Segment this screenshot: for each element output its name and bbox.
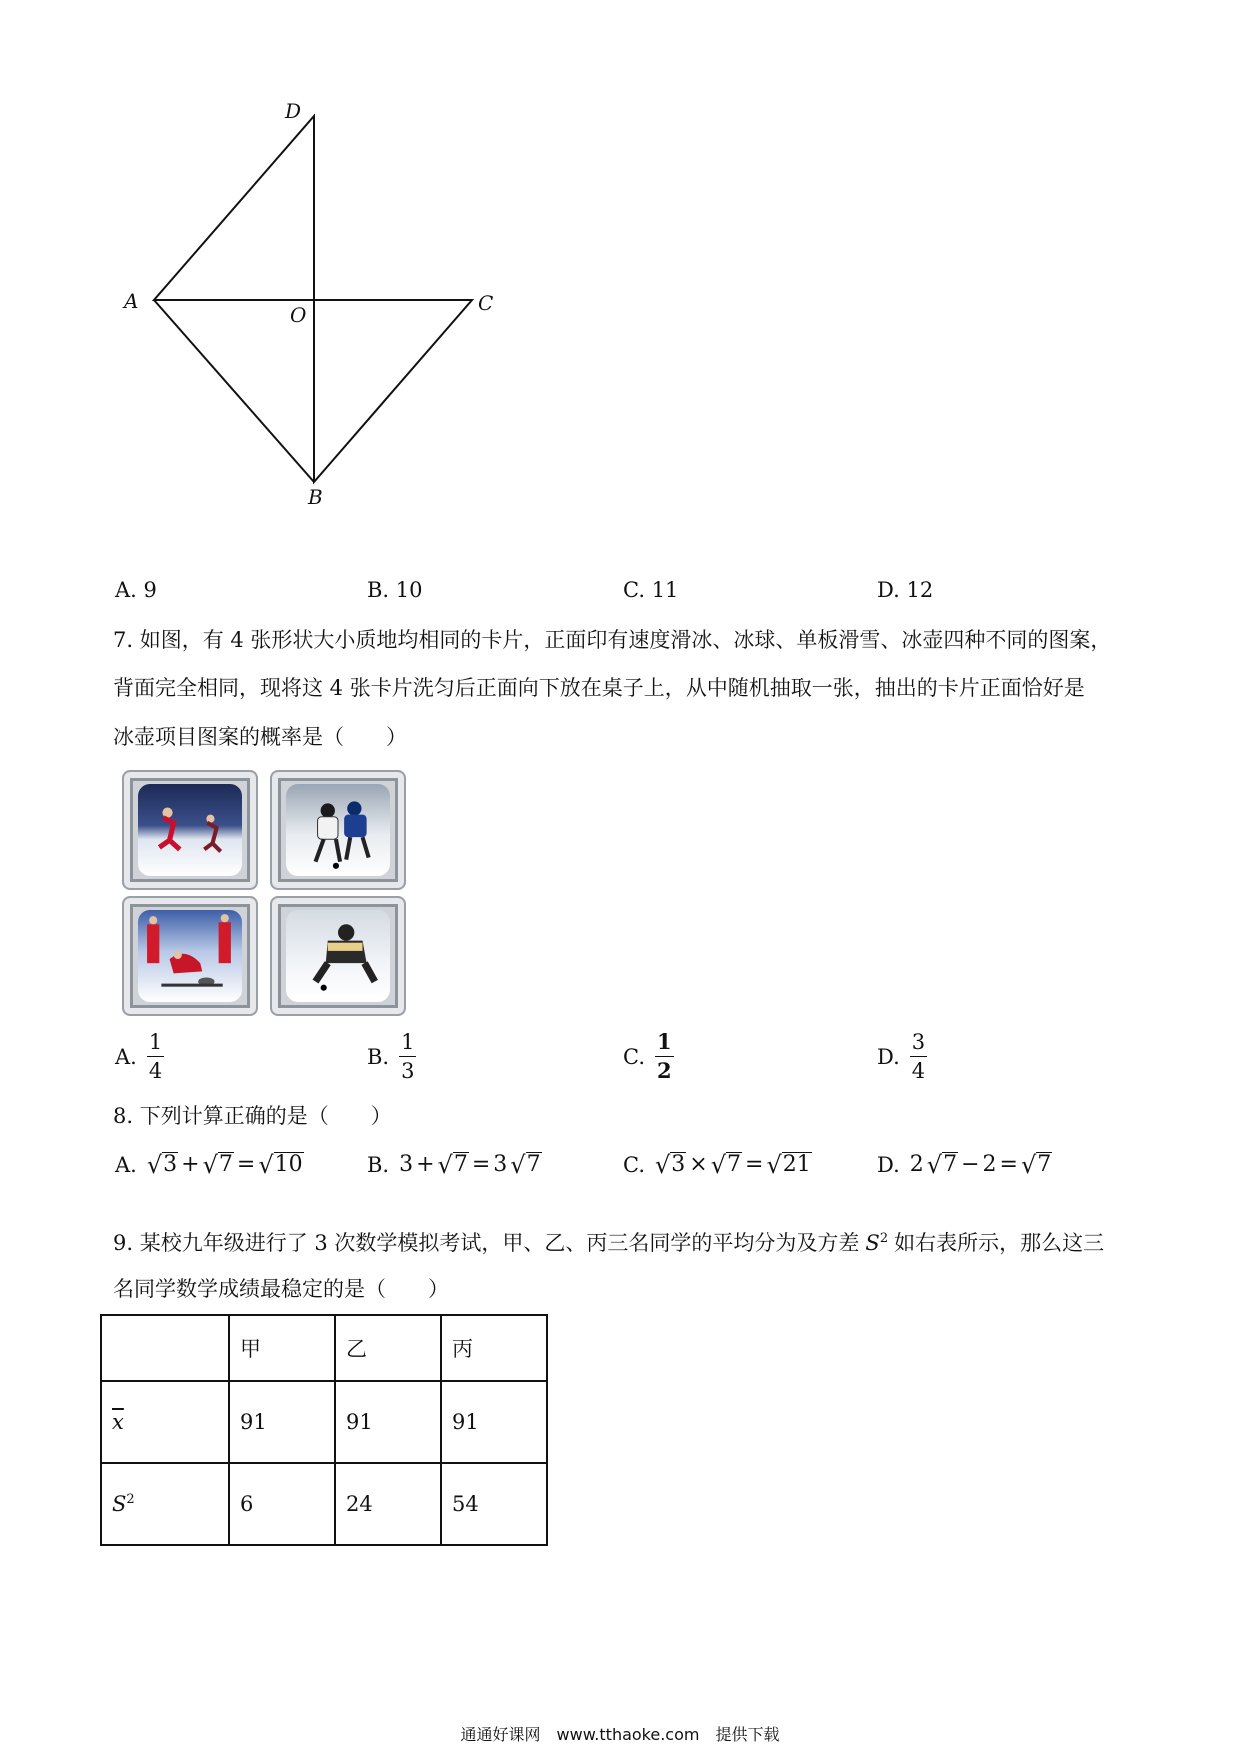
- ice-hockey-icon: [286, 784, 390, 876]
- row-label-mean: $\overline{x}$: [101, 1381, 229, 1463]
- table-cell: 24: [335, 1463, 441, 1545]
- fraction: $\frac{1}{3}$: [401, 1030, 415, 1083]
- q6-option-b[interactable]: B. 10: [367, 578, 423, 602]
- score-table: [100, 1314, 548, 1546]
- expression: 2 √ 7 − 2 = √ 7: [909, 1151, 1052, 1179]
- q7-option-c[interactable]: C. $\frac{1}{2}$: [623, 1029, 672, 1083]
- rhombus-outline-side: [154, 300, 314, 482]
- page-footer: 通通好课网 www.tthaoke.com 提供下载: [460, 1725, 780, 1744]
- q7-options: [113, 1030, 1123, 1090]
- expression: √ 3 × √ 7 = √ 21: [655, 1151, 811, 1179]
- table-header-cell: [101, 1315, 229, 1381]
- q7-stem-line3: 冰壶项目图案的概率是（ ）: [113, 725, 407, 749]
- curling-icon: [138, 910, 242, 1002]
- q7-option-a[interactable]: A. $\frac{1}{4}$: [115, 1030, 163, 1083]
- q7-option-d[interactable]: D. $\frac{3}{4}$: [877, 1030, 926, 1083]
- table-header-cell: 甲: [229, 1315, 335, 1381]
- q7-stem-line1: 7. 如图，有 4 张形状大小质地均相同的卡片，正面印有速度滑冰、冰球、单板滑雪、冰壶四种不同的图案，: [113, 628, 1112, 652]
- expression: √ 3 + √ 7 = √ 10: [146, 1151, 303, 1179]
- fraction: $\frac{1}{4}$: [148, 1030, 163, 1083]
- q9-stem-line1: 9. 某校九年级进行了 3 次数学模拟考试，甲、乙、丙三名同学的平均分为及方差 $S^2$ 如右表所示，那么这三: [113, 1231, 1105, 1255]
- q8-stem: 8. 下列计算正确的是（ ）: [113, 1104, 392, 1128]
- table-row: [101, 1381, 547, 1463]
- card-snowboarding: [270, 896, 406, 1016]
- q7-option-b[interactable]: B. $\frac{1}{3}$: [367, 1030, 415, 1083]
- q8-option-d[interactable]: D. 2 √ 7 − 2 = √ 7: [877, 1151, 1052, 1179]
- table-row: [101, 1463, 547, 1545]
- goalie-icon: [286, 910, 390, 1002]
- vertex-label-d: D: [285, 99, 302, 123]
- table-header-cell: 乙: [335, 1315, 441, 1381]
- q9-stem-line2: 名同学数学成绩最稳定的是（ ）: [113, 1277, 449, 1301]
- speed-skater-icon: [138, 784, 242, 876]
- q6-option-a[interactable]: A. 9: [115, 578, 157, 602]
- q6-option-c[interactable]: C. 11: [623, 578, 679, 602]
- table-cell: 91: [229, 1381, 335, 1463]
- q6-options: [113, 578, 1123, 618]
- table-cell: 91: [441, 1381, 547, 1463]
- fraction: $\frac{3}{4}$: [911, 1030, 926, 1083]
- card-speed-skating: [122, 770, 258, 890]
- table-header-row: [101, 1315, 547, 1381]
- q8-option-a[interactable]: A. √ 3 + √ 7 = √ 10: [115, 1151, 303, 1179]
- center-label-o: O: [290, 303, 307, 327]
- vertex-label-a: A: [124, 289, 139, 313]
- q8-options: [113, 1152, 1123, 1192]
- table-header-cell: 丙: [441, 1315, 547, 1381]
- table-cell: 6: [229, 1463, 335, 1545]
- q8-option-c[interactable]: C. √ 3 × √ 7 = √ 21: [623, 1151, 811, 1179]
- table-cell: 54: [441, 1463, 547, 1545]
- card-curling: [122, 896, 258, 1016]
- q6-option-d[interactable]: D. 12: [877, 578, 934, 602]
- rhombus-figure: [110, 90, 510, 520]
- q8-option-b[interactable]: B. 3 + √ 7 = 3 √ 7: [367, 1151, 541, 1179]
- expression: 3 + √ 7 = 3 √ 7: [399, 1151, 541, 1179]
- table-cell: 91: [335, 1381, 441, 1463]
- vertex-label-b: B: [308, 485, 323, 509]
- fraction: $\frac{1}{2}$: [657, 1029, 672, 1083]
- q7-stem-line2: 背面完全相同，现将这 4 张卡片洗匀后正面向下放在桌子上，从中随机抽取一张，抽出的卡片正面恰好是: [113, 676, 1085, 700]
- row-label-variance: $S^2$: [101, 1463, 229, 1545]
- card-ice-hockey: [270, 770, 406, 890]
- vertex-label-c: C: [478, 291, 494, 315]
